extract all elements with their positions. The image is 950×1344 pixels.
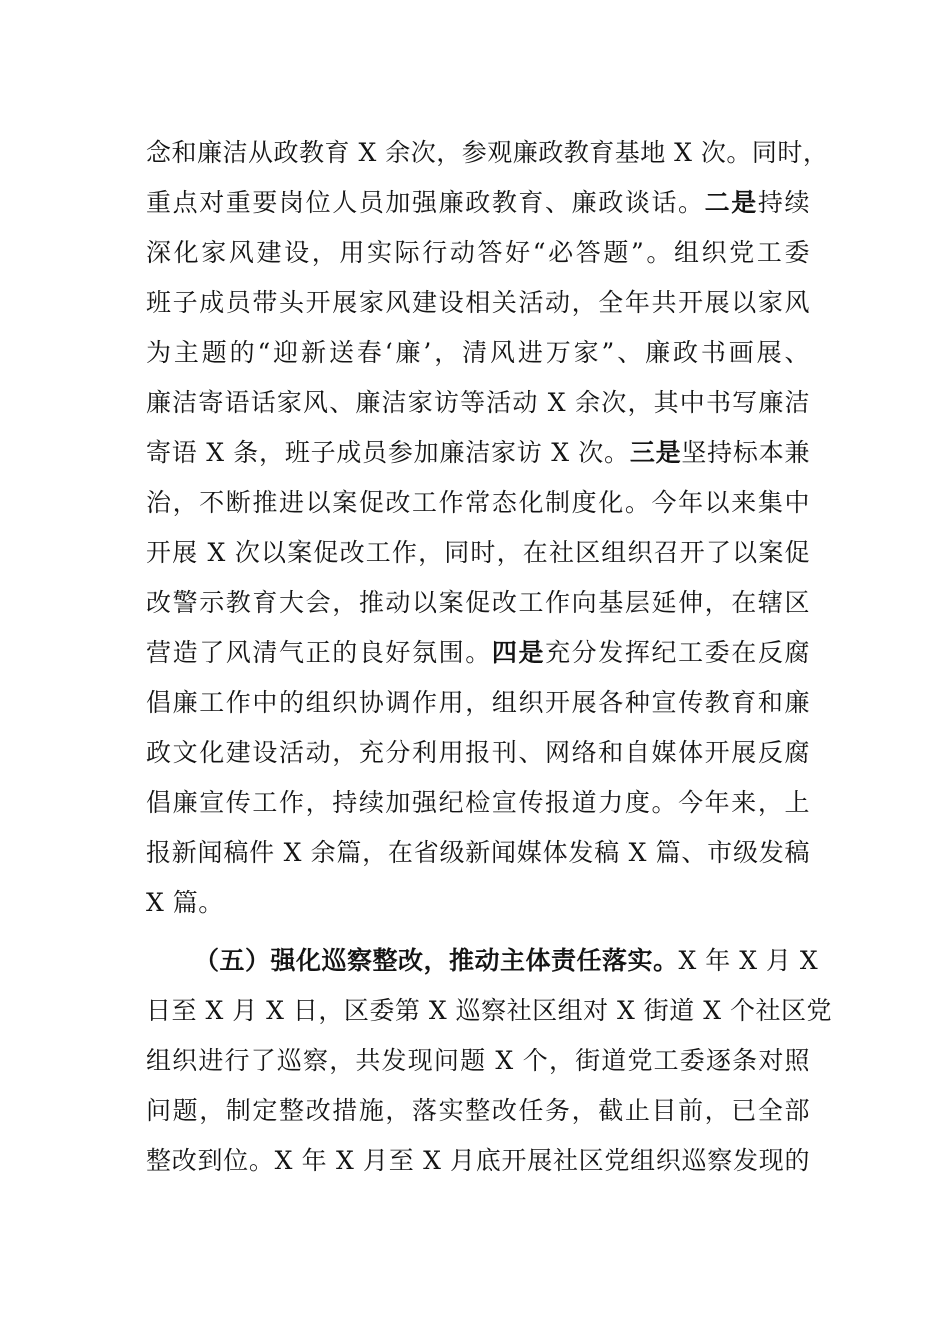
text-line — [146, 628, 810, 678]
text-line — [146, 578, 810, 628]
text-line — [146, 128, 829, 178]
text-line — [146, 478, 810, 528]
text-line — [146, 1086, 810, 1136]
text-segment: 深化家风建设，用实际行动答好“必答题”。组织党工委 — [146, 238, 810, 267]
text-segment: 持续 — [757, 188, 810, 217]
bold-text-segment: 四是 — [491, 638, 546, 667]
text-segment: 政文化建设活动，充分利用报刊、网络和自媒体开展反腐 — [146, 738, 810, 767]
text-line — [146, 228, 810, 278]
text-segment: 坚持标本兼 — [681, 438, 810, 467]
text-segment: 开展 X 次以案促改工作，同时，在社区组织召开了以案促 — [146, 538, 810, 567]
paragraph-anti-corruption-education — [146, 128, 829, 928]
text-line — [146, 986, 832, 1036]
text-segment: 营造了风清气正的良好氛围。 — [146, 638, 492, 667]
text-line — [146, 528, 810, 578]
text-segment: 问题，制定整改措施，落实整改任务，截止目前，已全部 — [146, 1096, 810, 1125]
text-segment: 重点对重要岗位人员加强廉政教育、廉政谈话。 — [146, 188, 705, 217]
text-line — [146, 178, 810, 228]
bold-text-segment: 二是 — [704, 188, 758, 217]
text-segment: 班子成员带头开展家风建设相关活动，全年共开展以家风 — [146, 288, 810, 317]
text-line — [146, 1136, 810, 1186]
text-line — [146, 678, 810, 728]
paragraph-inspection-rectification — [146, 936, 832, 1186]
text-segment: 日至 X 月 X 日，区委第 X 巡察社区组对 X 街道 X 个社区党 — [146, 996, 832, 1025]
text-segment: 廉洁寄语话家风、廉洁家访等活动 X 余次，其中书写廉洁 — [146, 388, 810, 417]
text-segment: 报新闻稿件 X 余篇，在省级新闻媒体发稿 X 篇、市级发稿 — [146, 838, 810, 867]
text-segment: X 年 X 月 X — [678, 946, 819, 975]
text-line — [146, 278, 810, 328]
text-segment: 念和廉洁从政教育 X 余次，参观廉政教育基地 X 次。同时， — [146, 138, 829, 167]
text-segment: 寄语 X 条，班子成员参加廉洁家访 X 次。 — [146, 438, 630, 467]
text-line — [146, 936, 819, 986]
text-segment: 充分发挥纪工委在反腐 — [545, 638, 810, 667]
bold-text-segment: 三是 — [629, 438, 682, 467]
text-segment: 倡廉工作中的组织协调作用，组织开展各种宣传教育和廉 — [146, 688, 810, 717]
text-line — [146, 728, 810, 778]
text-segment: 为主题的“迎新送春‘廉’，清风进万家”、廉政书画展、 — [146, 338, 810, 367]
text-line — [146, 878, 810, 928]
text-line — [146, 428, 810, 478]
text-line — [146, 1036, 810, 1086]
text-segment: 改警示教育大会，推动以案促改工作向基层延伸，在辖区 — [146, 588, 810, 617]
text-line — [146, 828, 810, 878]
text-line — [146, 378, 810, 428]
text-line — [146, 328, 810, 378]
bold-text-segment: （五）强化巡察整改，推动主体责任落实。 — [194, 946, 679, 975]
text-segment: 组织进行了巡察，共发现问题 X 个，街道党工委逐条对照 — [146, 1046, 810, 1075]
text-segment: 倡廉宣传工作，持续加强纪检宣传报道力度。今年来，上 — [146, 788, 810, 817]
text-line — [146, 778, 810, 828]
text-segment: X 篇。 — [146, 888, 224, 917]
text-segment: 治，不断推进以案促改工作常态化制度化。今年以来集中 — [146, 488, 810, 517]
text-segment: 整改到位。X 年 X 月至 X 月底开展社区党组织巡察发现的 — [146, 1146, 810, 1175]
